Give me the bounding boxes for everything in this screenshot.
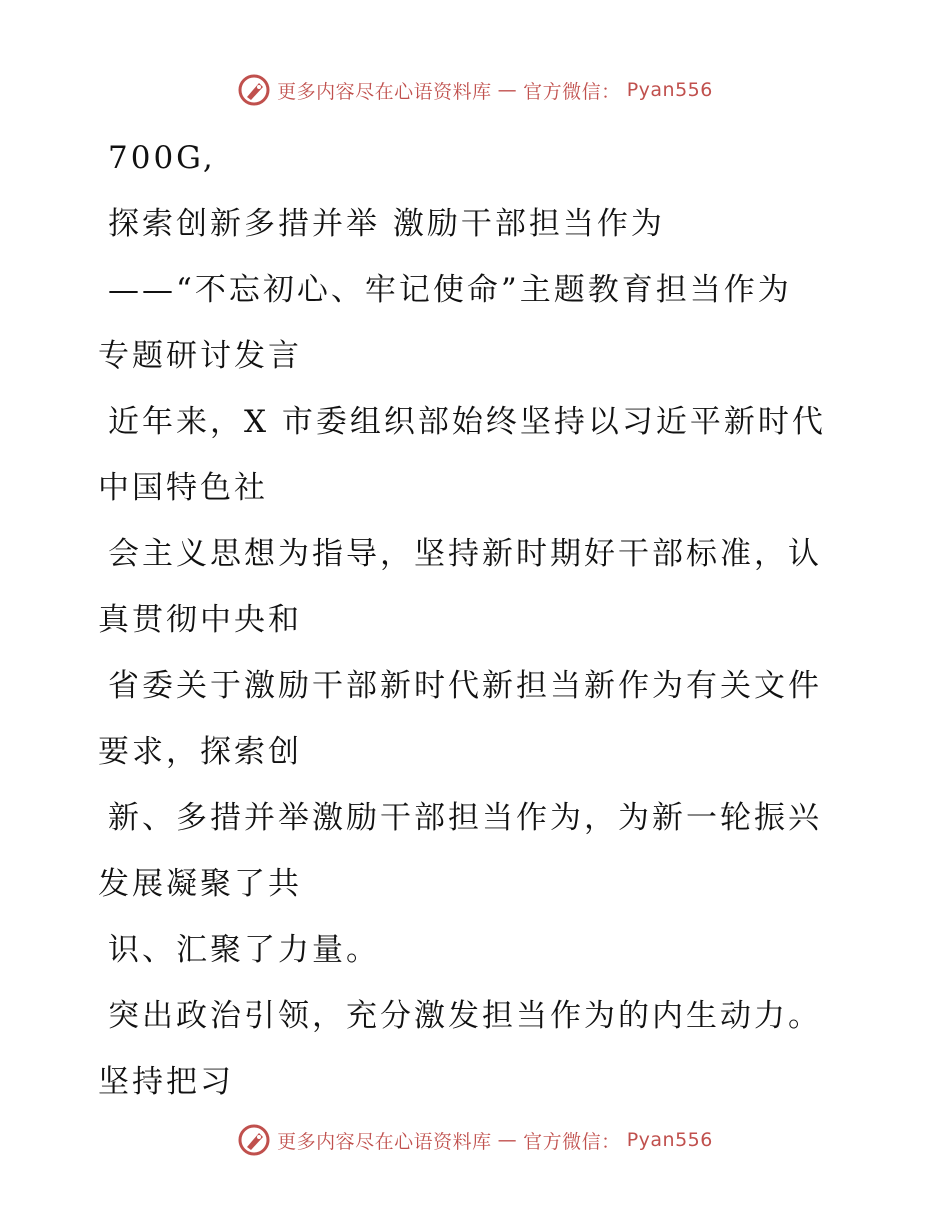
doc-line: 会主义思想为指导，坚持新时期好干部标准，认 <box>108 536 822 572</box>
watermark-wechat-id: Pyan556 <box>626 79 713 101</box>
doc-line: 真贯彻中央和 <box>98 602 302 638</box>
doc-line: 要求，探索创 <box>98 734 302 770</box>
watermark-wechat-label: 官方微信： <box>523 1130 621 1153</box>
doc-line: 省委关于激励干部新时代新担当新作为有关文件 <box>108 668 822 704</box>
doc-subtitle-cont: 专题研讨发言 <box>98 338 302 374</box>
watermark-wechat-id: Pyan556 <box>626 1129 713 1151</box>
pen-nib-logo-icon <box>237 1123 271 1157</box>
doc-subtitle: ——“不忘初心、牢记使命”主题教育担当作为 <box>108 272 792 308</box>
pen-nib-logo-icon <box>237 73 271 107</box>
watermark-separator: — <box>497 79 518 101</box>
doc-title: 探索创新多措并举 激励干部担当作为 <box>108 206 665 242</box>
watermark-separator: — <box>497 1129 518 1151</box>
watermark-wechat-label: 官方微信： <box>523 80 621 103</box>
doc-line: 近年来，X 市委组织部始终坚持以习近平新时代 <box>108 404 826 440</box>
doc-line: 新、多措并举激励干部担当作为，为新一轮振兴 <box>108 800 822 836</box>
footer-watermark <box>0 1120 950 1160</box>
doc-line: 中国特色社 <box>98 470 268 506</box>
doc-line: 突出政治引领，充分激发担当作为的内生动力。 <box>108 998 822 1034</box>
watermark-text: 更多内容尽在心语资料库 <box>277 1130 492 1153</box>
header-watermark <box>0 70 950 110</box>
doc-line: 识、汇聚了力量。 <box>108 932 380 968</box>
watermark-text: 更多内容尽在心语资料库 <box>277 80 492 103</box>
doc-line: 700G, <box>108 140 216 176</box>
document-body <box>98 125 838 1115</box>
doc-line: 发展凝聚了共 <box>98 866 302 902</box>
doc-line: 坚持把习 <box>98 1064 234 1100</box>
